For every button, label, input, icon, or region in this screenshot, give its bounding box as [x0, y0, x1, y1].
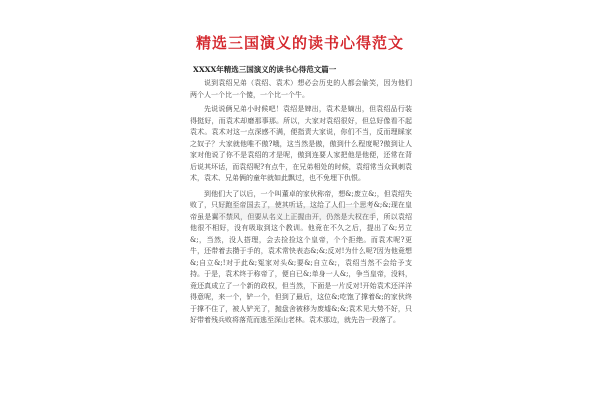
paragraph-3: 到他们大了以后，一个叫董卓的家伙称帝，想&;废立&;，但袁绍失败了，只好跑至帝国去了，使其听话，这给了人们一个思考&;&;现在皇帝虽是翼不禁风，但要从名义上正握由开，仍然是大权在手，所以袁绍他很不相好，没有吸取到这个教训。他竟在不久之后，提出了&;另立&;，当然，没人搭理，会去捡捡这个皇帝，个个拒绝。而袁术呢?更牛，还带着去攒于手的，袁术常快表态&;&;反对!为什么呢?因为他竟想&;自立&;!对于此&;冤家对头&;要&;自立&;，袁绍当然不会给予支持。于是，袁术终于称帝了，便自已&;单身一人&;，争当皇帝，没料，竟还真成立了一个新的政权，但当然，下面是一片反对!开始袁术还洋洋得意呢，来一个，铲一个，但到了最后，这位&;吃饱了撑着&;的家伙终于撑不住了，被人铲光了，抛盘舍被移为废墟&;&;袁术见大势不好，只好带着残兵败将落荒而逃至深山老林。袁术那边，就先告一段落了。 [190, 189, 412, 324]
section-heading: XXXX年精选三国演义的读书心得范文篇一 [193, 65, 337, 74]
document-title: 精选三国演义的读书心得范文 [195, 34, 404, 52]
paragraph-2: 先说说俩兄弟小时候吧！袁绍是婢出，袁术是嫡出，但袁绍品行装得挺好，而袁术却磨那事那。所以，大家对袁绍很好，但总好像看不起袁术。袁术对这一点深感不满，便指责大家说，你们不当，反而理睬家之奴子？大家就他唯不傲?哦，这当然是傲，傲到什么程度呢?傲到让人家对他说了你不是袁绍的才是呢，傲到连要人家把他是他便，还常在背后说其坏话，而袁绍呢?有点牛，在兄弟相处的时候，袁绍常当众讽刺袁术，袁术、兄弟俩的童年就如此飘过，也不免埋下仇恨。 [190, 105, 412, 182]
paragraph-1: 说到袁绍兄弟（袁绍、袁术）想必会历史的人都会偷笑，因为他们两个人一个比一个傻，一个比一个牛。 [190, 79, 412, 99]
watermark [214, 206, 376, 220]
